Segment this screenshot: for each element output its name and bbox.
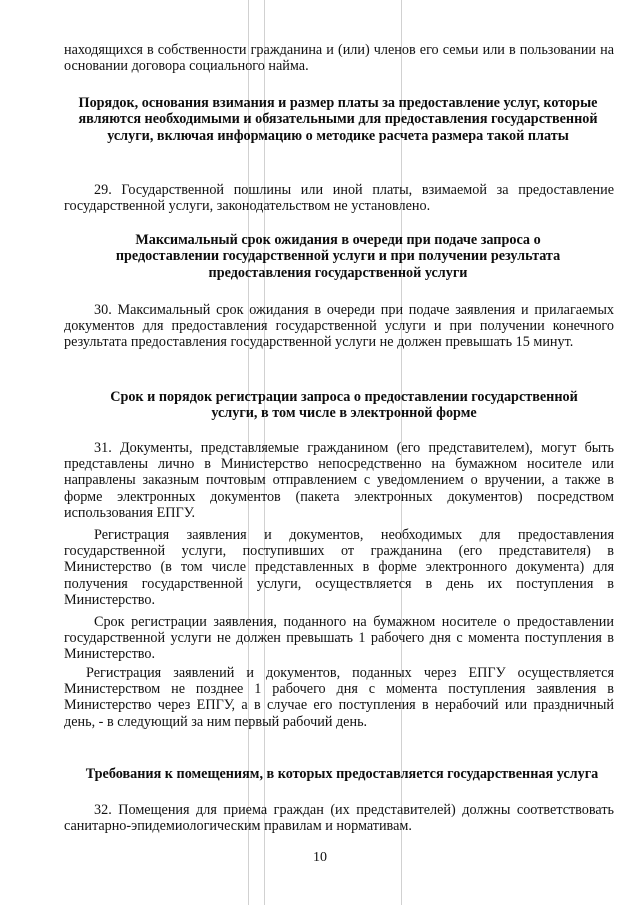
paragraph-32: 32. Помещения для приема граждан (их представителей) должны соответствовать санитарно-эпидемиологическим правилам и нормативам. xyxy=(64,802,614,835)
heading-fee: Порядок, основания взимания и размер платы за предоставление услуг, которые являются необходимыми и обязательными для предоставления государственной услуги, включая информацию о методике расчета размера такой платы xyxy=(78,95,598,144)
paragraph-31-paper-deadline: Срок регистрации заявления, поданного на бумажном носителе о предоставлении государственной услуги не должен превышать 1 рабочего дня с момента поступления в Министерство. xyxy=(64,614,614,663)
paragraph-31: 31. Документы, представляемые гражданином (его представителем), могут быть представлены лично в Министерство непосредственно на бумажном носителе или направлены заказным почтовым отправлением с уведомлением о вручении, а также в форме электронных документов (пакета электронных документов) посредством использования ЕПГУ. xyxy=(64,440,614,521)
heading-wait-time: Максимальный срок ожидания в очереди при подаче запроса о предоставлении государственной услуги и при получении результата предоставления государственной услуги xyxy=(115,232,561,281)
paragraph-29: 29. Государственной пошлины или иной платы, взимаемой за предоставление государственной услуги, законодательством не установлено. xyxy=(64,182,614,215)
heading-premises: Требования к помещениям, в которых предоставляется государственная услуга xyxy=(85,766,599,782)
paragraph-31-registration: Регистрация заявления и документов, необходимых для предоставления государственной услуги, поступивших от гражданина (его представителя) в Министерство (в том числе представленных в форме электронного документа) для получения государственной услуги, осуществляется в день их поступления в Министерство. xyxy=(64,527,614,608)
paragraph-30: 30. Максимальный срок ожидания в очереди при подаче заявления и прилагаемых документов для предоставления государственной услуги и при получении конечного результата предоставления государственной услуги не должен превышать 15 минут. xyxy=(64,302,614,351)
heading-registration: Срок и порядок регистрации запроса о предоставлении государственной услуги, в том числе в электронной форме xyxy=(110,389,578,422)
paragraph-31-epgu: Регистрация заявлений и документов, поданных через ЕПГУ осуществляется Министерством не позднее 1 рабочего дня с момента поступления заявления в Министерство через ЕПГУ, а в случае его поступления в нерабочий или праздничный день, - в следующий за ним первый рабочий день. xyxy=(64,665,614,730)
page-number: 10 xyxy=(313,850,327,865)
intro-paragraph: находящихся в собственности гражданина и (или) членов его семьи или в пользовании на основании договора социального найма. xyxy=(64,42,614,75)
